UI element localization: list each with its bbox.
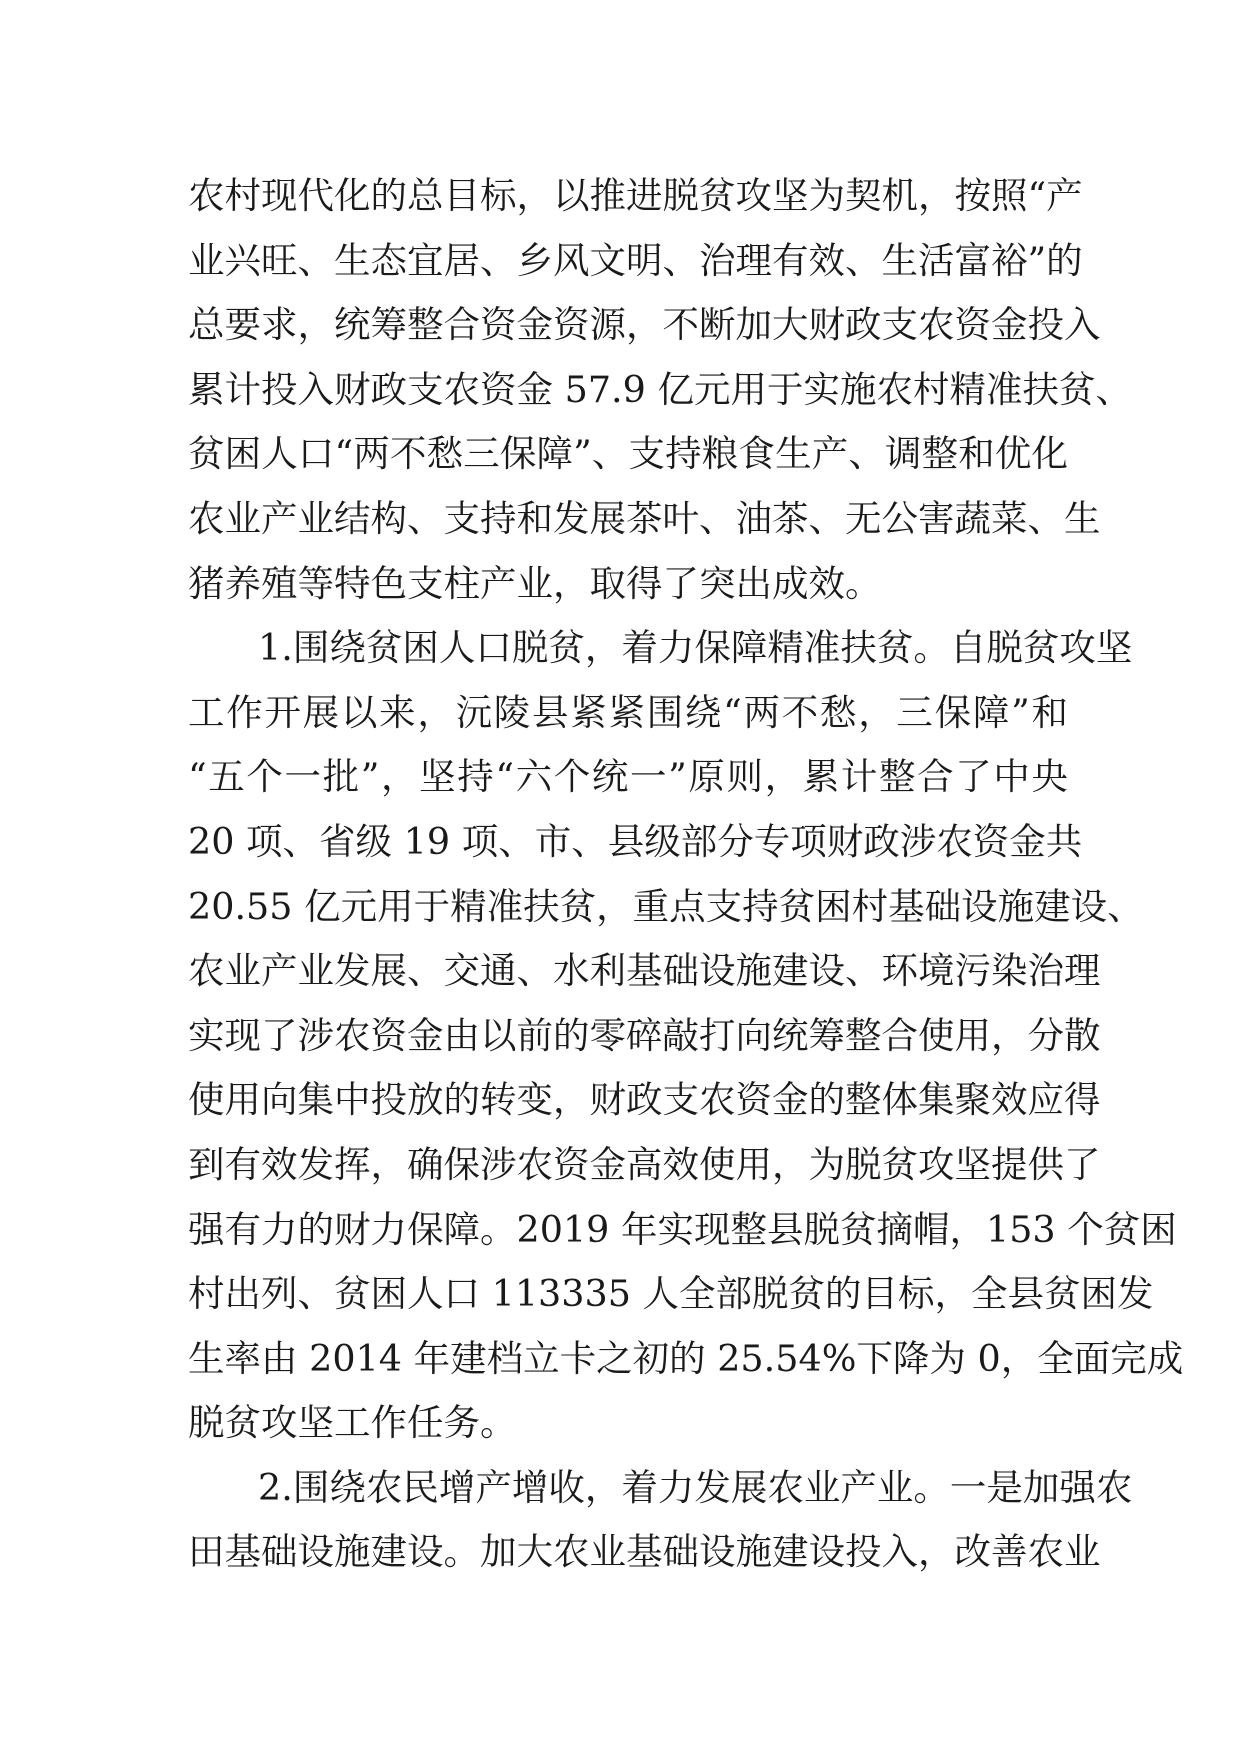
text-line: 20.55 亿元用于精准扶贫，重点支持贫困村基础设施建设、 <box>188 884 1144 928</box>
text-line: 业兴旺、生态宜居、乡风文明、治理有效、生活富裕”的 <box>188 238 1083 282</box>
text-line: 村出列、贫困人口 113335 人全部脱贫的目标，全县贫困发 <box>188 1272 1154 1316</box>
text-line: 生率由 2014 年建档立卡之初的 25.54%下降为 0，全面完成 <box>188 1336 1184 1380</box>
text-line: 实现了涉农资金由以前的零碎敲打向统筹整合使用，分散 <box>188 1013 1101 1057</box>
body-text <box>188 164 1184 1585</box>
text-line: 农业产业发展、交通、水利基础设施建设、环境污染治理 <box>188 949 1101 993</box>
text-line: 20 项、省级 19 项、市、县级部分专项财政涉农资金共 <box>188 819 1083 863</box>
paragraph-end-line: 脱贫攻坚工作任务。 <box>188 1401 517 1445</box>
paragraph-first-line: 1.围绕贫困人口脱贫，着力保障精准扶贫。自脱贫攻坚 <box>258 626 1133 670</box>
text-line: “五个一批”，坚持“六个统一”原则，累计整合了中央 <box>188 755 1068 799</box>
text-line: 农村现代化的总目标，以推进脱贫攻坚为契机，按照“产 <box>188 174 1083 217</box>
text-line: 强有力的财力保障。2019 年实现整县脱贫摘帽，153 个贫困 <box>188 1207 1177 1251</box>
text-line: 工作开展以来，沅陵县紧紧围绕“两不愁，三保障”和 <box>188 690 1068 734</box>
paragraph-first-line: 2.围绕农民增产增收，着力发展农业产业。一是加强农 <box>258 1465 1133 1509</box>
text-line: 农业产业结构、支持和发展茶叶、油茶、无公害蔬菜、生 <box>188 496 1101 540</box>
text-line: 累计投入财政支农资金 57.9 亿元用于实施农村精准扶贫、 <box>188 367 1132 411</box>
text-line: 使用向集中投放的转变，财政支农资金的整体集聚效应得 <box>188 1078 1101 1122</box>
text-line: 贫困人口“两不愁三保障”、支持粮食生产、调整和优化 <box>188 432 1068 476</box>
text-line: 总要求，统筹整合资金资源，不断加大财政支农资金投入 <box>188 303 1101 347</box>
paragraph-end-line: 猪养殖等特色支柱产业，取得了突出成效。 <box>188 561 882 605</box>
text-line: 到有效发挥，确保涉农资金高效使用，为脱贫攻坚提供了 <box>188 1142 1101 1186</box>
text-line: 田基础设施建设。加大农业基础设施建设投入，改善农业 <box>188 1530 1101 1574</box>
